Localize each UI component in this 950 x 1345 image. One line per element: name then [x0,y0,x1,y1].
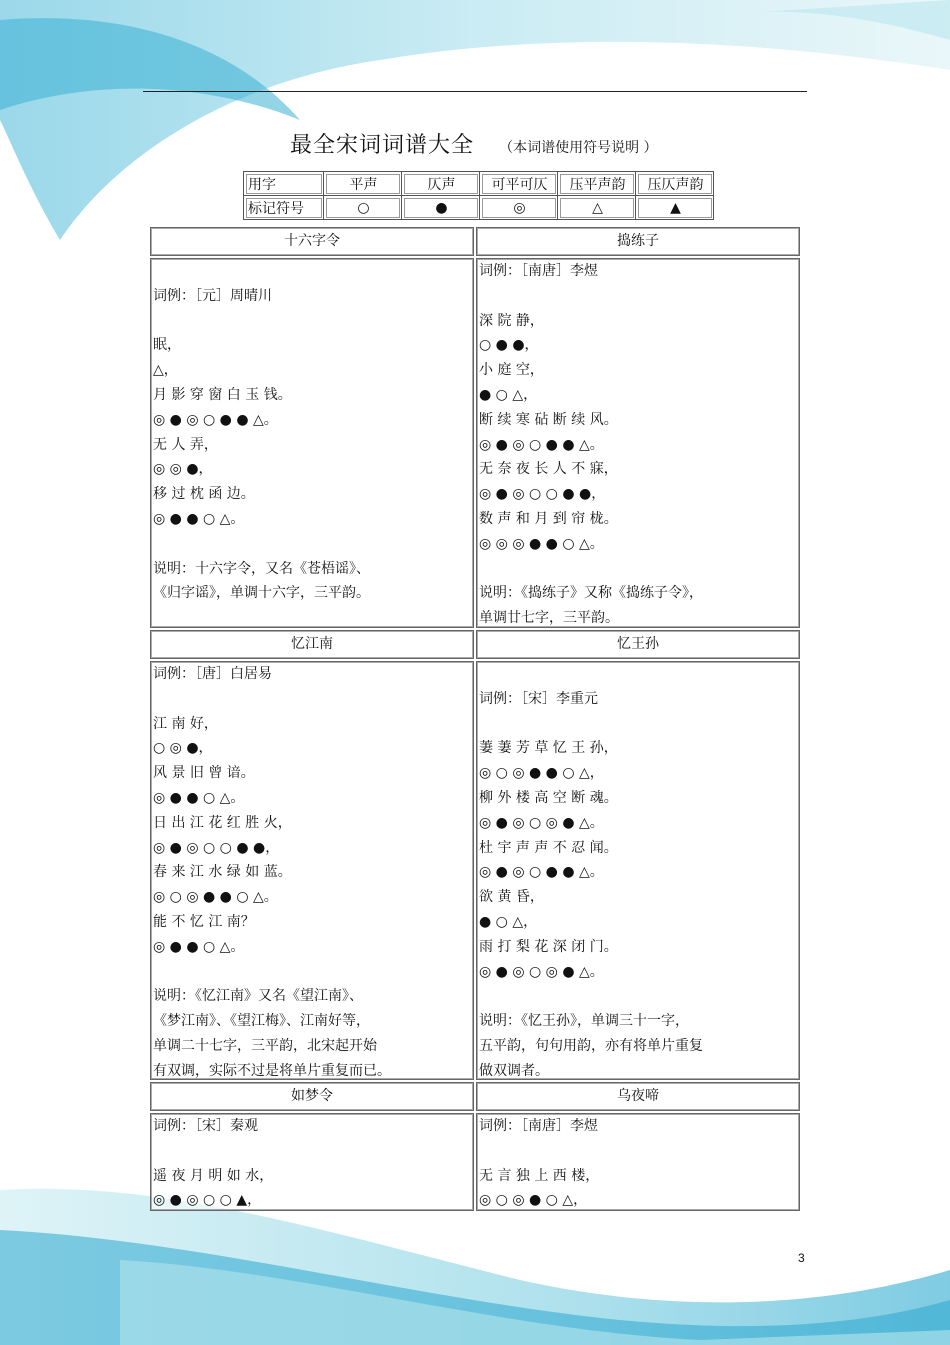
entry-body [476,1113,800,1211]
entry-line: ◎ ● ◎ ○ ● ● △。 [479,864,604,881]
entry-line [479,662,799,687]
entry-line: ● ○ △， [479,913,538,930]
entry-line: 眠， [153,337,181,354]
page-title: 最全宋词词谱大全 [290,133,475,158]
entry-line: ◎ ● ◎ ○ ○ ● ●， [479,486,606,503]
entry-line: 风 景 旧 曾 谙。 [153,765,255,782]
entry-line [479,1139,799,1164]
entry-line: 小 庭 空， [479,362,544,379]
entry-line: 做双调者。 [479,1062,549,1079]
entry-body [476,661,800,1080]
entry-body [150,661,474,1080]
entry-line: 无 奈 夜 长 人 不 寐， [479,461,618,478]
entry-line: 欲 黄 昏， [479,889,544,906]
entry-line: ◎ ● ◎ ○ ◎ ● △。 [479,963,604,980]
entry-line: ◎ ● ◎ ○ ● ● △。 [479,436,604,453]
entry-line: ◎ ● ◎ ○ ◎ ● △。 [479,814,604,831]
entry-line: 五平韵，句句用韵，亦有将单片重复 [479,1037,703,1054]
entry-line: ◎ ● ◎ ○ ○ ● ●， [153,839,280,856]
ci-pattern-grid [149,226,801,1212]
legend-cell: 平声 [324,172,402,196]
entry-line: 雨 打 梨 花 深 闭 门。 [479,938,618,955]
header-rule [143,91,807,92]
page-number: 3 [798,1251,805,1265]
entry-line: ● ○ △， [479,386,538,403]
entry-line: ○ ◎ ●， [153,740,213,757]
entry-line [153,1139,473,1164]
entry-line [479,557,799,582]
entry-line: 词例：［南唐］李煜 [479,263,598,279]
legend-cell: 压平声韵 [558,172,636,196]
entry-line: ○ ● ●， [479,337,539,354]
entry-body [150,258,474,628]
legend-symbol: ● [402,196,480,220]
entry-line: 单调廿七字，三平韵。 [479,610,619,627]
entry-line: ◎ ◎ ◎ ● ● ○ △。 [479,535,604,552]
legend-symbol: ◎ [480,196,558,220]
entry-line [153,960,473,985]
entry-line [153,532,473,557]
legend-row-symbols [244,196,714,220]
entry-line: 能 不 忆 江 南？ [153,913,255,930]
entry-line: 深 院 静， [479,312,544,329]
entry-line: 单调二十七字，三平韵，北宋起开始 [153,1037,377,1054]
entry-line: 移 过 枕 函 边。 [153,486,255,503]
entry-line: 春 来 江 水 绿 如 蓝。 [153,864,292,881]
entry-line [479,984,799,1009]
entry-title: 忆江南 [150,630,474,659]
legend-row-usage [244,172,714,196]
entry-line [153,259,473,284]
entry-line: ◎ ○ ◎ ● ● ○ △， [479,765,604,782]
entry-title: 忆王孙 [476,630,800,659]
entry-line: 无 人 弄， [153,436,218,453]
entry-line: 词例：［唐］白居易 [153,666,272,682]
entry-line: 说明：《捣练子》又称《捣练子令》， [479,585,703,602]
entry-line: 杜 宇 声 声 不 忍 闻。 [479,839,618,856]
entry-line: 说明：十六字令，又名《苍梧谣》、 [153,560,370,577]
legend-cell: 标记符号 [244,196,324,220]
entry-line: 说明：《忆王孙》，单调三十一字， [479,1013,689,1030]
legend-symbol: ▲ [636,196,714,220]
entry-line: 萋 萋 芳 草 忆 王 孙， [479,740,618,757]
entry-body [150,1113,474,1211]
entry-line: ◎ ● ● ○ △。 [153,510,245,527]
legend-cell: 可平可仄 [480,172,558,196]
entry-line: ◎ ● ● ○ △。 [153,789,245,806]
entry-line: 《归字谣》，单调十六字，三平韵。 [153,585,370,602]
entry-body [476,258,800,628]
entry-line: 江 南 好， [153,715,218,732]
symbol-legend-table [243,171,714,220]
entry-title: 如梦令 [150,1082,474,1111]
entry-line: ◎ ○ ◎ ● ○ △， [479,1192,588,1209]
entry-line: 词例：［宋］秦观 [153,1118,258,1134]
entry-line: 有双调，实际不过是将单片重复而已。 [153,1062,391,1079]
entry-line: 无 言 独 上 西 楼， [479,1167,600,1184]
entry-line: 断 续 寒 砧 断 续 风。 [479,411,618,428]
legend-cell: 仄声 [402,172,480,196]
entry-line: 柳 外 楼 高 空 断 魂。 [479,789,618,806]
entry-line: 遥 夜 月 明 如 水， [153,1167,274,1184]
entry-line: 数 声 和 月 到 帘 栊。 [479,510,618,527]
entry-line: 月 影 穿 窗 白 玉 钱。 [153,386,292,403]
entry-line [153,687,473,712]
legend-cell: 用字 [244,172,324,196]
legend-cell: 压仄声韵 [636,172,714,196]
entry-line: ◎ ● ◎ ○ ○ ▲， [153,1192,262,1209]
entry-line [153,309,473,334]
title-row [290,128,658,159]
entry-line: 《梦江南》、《望江梅》、江南好等， [153,1013,370,1030]
entry-title: 捣练子 [476,227,800,256]
entry-line: 日 出 江 花 红 胜 火， [153,814,292,831]
entry-line: ◎ ◎ ●， [153,461,213,478]
entry-line [479,284,799,309]
page-subtitle: （本词谱使用符号说明 ） [499,140,658,156]
entry-line: 词例：［元］周晴川 [153,287,272,304]
entry-line: △， [153,362,178,379]
entry-line: 词例：［南唐］李煜 [479,1118,598,1134]
entry-line [479,712,799,737]
legend-symbol: △ [558,196,636,220]
entry-line: 说明：《忆江南》又名《望江南》、 [153,988,363,1005]
entry-line: ◎ ● ◎ ○ ● ● △。 [153,411,278,428]
entry-title: 十六字令 [150,227,474,256]
entry-line: ◎ ○ ◎ ● ● ○ △。 [153,889,278,906]
legend-symbol: ○ [324,196,402,220]
entry-title: 乌夜啼 [476,1082,800,1111]
entry-line: 词例：［宋］李重元 [479,690,598,707]
entry-line: ◎ ● ● ○ △。 [153,938,245,955]
